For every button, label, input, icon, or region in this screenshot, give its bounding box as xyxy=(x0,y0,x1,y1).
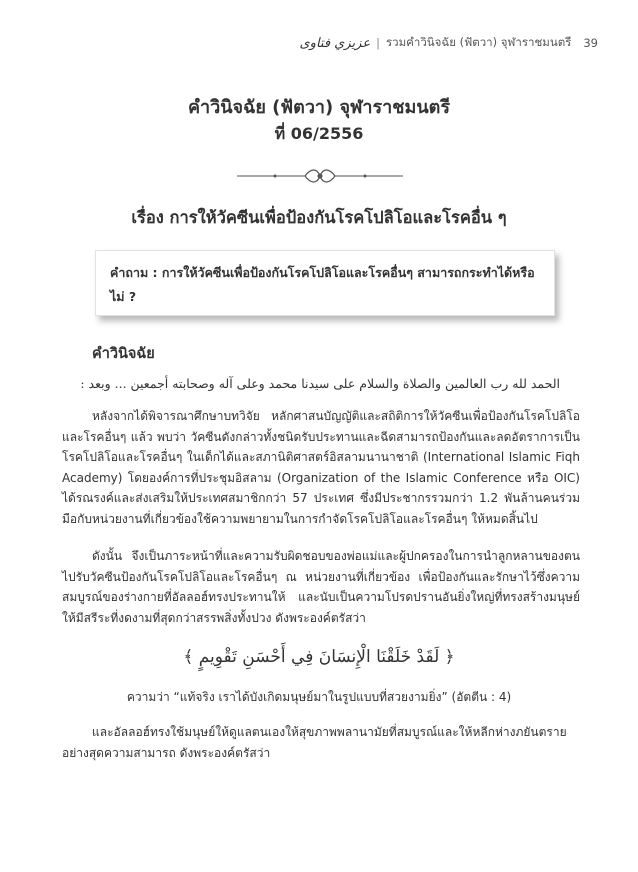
question-text: คำถาม : การให้วัคซีนเพื่อป้องกันโรคโปลิโอและโรคอื่นๆ สามารถกระทำได้หรือไม่ ? xyxy=(110,265,535,304)
quran-verse: ﴿ لَقَدْ خَلَقْنَا الْإِنسَانَ فِي أَحْسَنِ تَقْوِيمٍ ﴾ xyxy=(183,647,455,667)
paragraph-2: ดังนั้น จึงเป็นภาระหน้าที่และความรับผิดชอบของพ่อแม่และผู้ปกครองในการนำลูกหลานของตนไปรับวัคซีนป้องกันโรคโปลิโอและโรคอื่นๆ ณ หน่วยงานที่เกี่ยวข้อง เพื่อป้องกันและรักษาไว้ซึ่งความสมบูรณ์ของร่างกายที่อัลลอฮ์ทรงประทานให้ และนับเป็นความโปรดปรานอันยิ่งใหญ่ที่ทรงสร้างมนุษย์ให้มีสรีระที่งดงามที่สุดกว่าสรรพสิ่งทั้งปวง ดังพระองค์ตรัสว่า xyxy=(62,549,580,625)
paragraph-3: และอัลลอฮ์ทรงใช้มนุษย์ให้ดูแลตนเองให้สุขภาพพลานามัยที่สมบูรณ์และให้หลีกห่างภยันตราย อย่างสุดความสามารถ ดังพระองค์ตรัสว่า xyxy=(62,725,567,760)
running-header xyxy=(300,34,599,52)
verse-meaning: ความว่า “แท้จริง เราได้บังเกิดมนุษย์มาในรูปแบบที่สวยงามยิ่ง” (อัตตีน : 4) xyxy=(126,690,512,704)
document-title: คำวินิจฉัย (ฟัตวา) จุฬาราชมนตรี xyxy=(187,97,451,118)
arabic-opening: الحمد لله رب العالمين والصلاة والسلام على سيدنا محمد وعلى آله وصحابته أجمعين ... وبعد : xyxy=(80,376,560,391)
subject-heading: เรื่อง การให้วัคซีนเพื่อป้องกันโรคโปลิโอและโรคอื่น ๆ xyxy=(131,208,507,227)
document-number: ที่ 06/2556 xyxy=(274,124,364,143)
paragraph-1: หลังจากได้พิจารณาศึกษาบทวิจัย หลักศาสนบัญญัติและสถิติการให้วัคซีนเพื่อป้องกันโรคโปลิโอและโรคอื่นๆ แล้ว พบว่า วัคซีนดังกล่าวทั้งชนิดรับประทานและฉีดสามารถป้องกันและลดอัตราการเป็นโรคโปลิโอและโรคอื่นๆ ในเด็กได้และสภานิติศาสตร์อิสลามนานาชาติ (International Islamic Fiqh Academy) โดยองค์การที่ประชุมอิสลาม (Organization of the Islamic Conference หรือ OIC) ได้รณรงค์และส่งเสริมให้ประเทศสมาชิกกว่า 57 ประเทศ ซึ่งมีประชากรรวมกว่า 1.2 พันล้านคนร่วมมือกับหน่วยงานที่เกี่ยวข้องใช้ความพยายามในการกำจัดโรคโปลิโอและโรคอื่นๆ ให้หมดสิ้นไป xyxy=(62,409,580,526)
question-box xyxy=(95,250,555,316)
fatwa-heading: คำวินิจฉัย xyxy=(92,346,155,362)
header-separator: | xyxy=(376,36,380,50)
ornament-divider-icon xyxy=(235,166,405,186)
book-title: รวมคำวินิจฉัย (ฟัตวา) จุฬาราชมนตรี xyxy=(385,35,572,49)
page-number: 39 xyxy=(583,36,598,50)
book-logo: عزيزي فتاوى xyxy=(299,35,371,51)
